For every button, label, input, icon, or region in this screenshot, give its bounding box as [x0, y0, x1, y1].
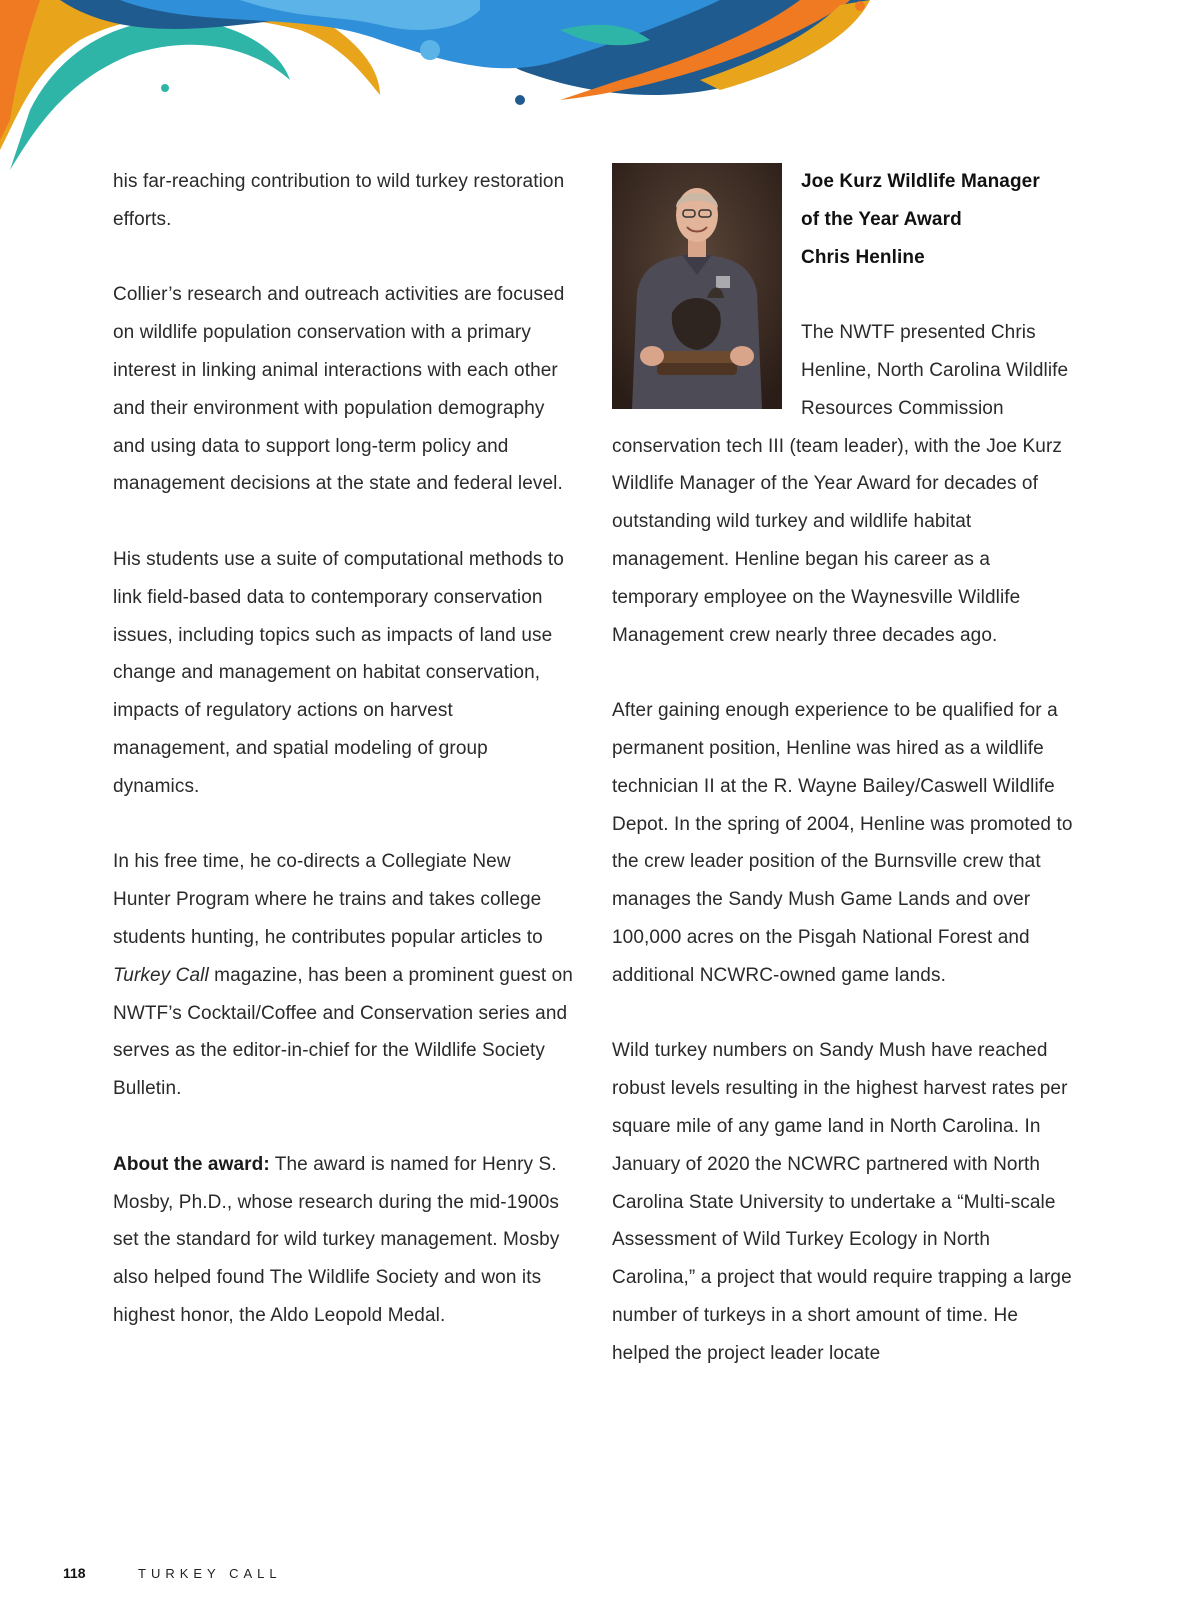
paragraph-text: In his free time, he co-directs a Collegiate New Hunter Program where he trains and takes college students hunting, he contributes popular articles to [113, 851, 543, 948]
paragraph: His students use a suite of computational methods to link field-based data to contemporary conservation issues, including topics such as impacts of land use change and management on habitat conservation, impacts of regulatory actions on harvest management, and spatial modeling of group dynamics. [113, 548, 564, 797]
decorative-paint-banner [0, 0, 1200, 180]
paragraph: After gaining enough experience to be qualified for a permanent position, Henline was hired as a wildlife technician II at the R. Wayne Bailey/Caswell Wildlife Depot. In the spring of 2004, Henline was promoted to the crew leader position of the Burnsville crew that manages the Sandy Mush Game Lands and over 100,000 acres on the Pisgah National Forest and additional NCWRC-owned game lands. [612, 700, 1073, 986]
right-column [612, 163, 1077, 1410]
award-title-line1: Joe Kurz Wildlife Manager [801, 171, 1040, 192]
paragraph: Collier’s research and outreach activities are focused on wildlife population conservation with a primary interest in linking animal interactions with each other and their environment with population demography and using data to support long-term policy and management decisions at the state and federal level. [113, 284, 565, 495]
paragraph: The NWTF presented Chris Henline, North Carolina Wildlife Resources Commission conservation tech III (team leader), with the Joe Kurz Wildlife Manager of the Year Award for decades of outstanding wild turkey and wildlife habitat management. Henline began his career as a temporary employee on the Waynesville Wildlife Management crew nearly three decades ago. [612, 322, 1069, 646]
magazine-name: TURKEY CALL [138, 1566, 282, 1581]
award-title-line2: of the Year Award [801, 208, 962, 230]
about-award-lead: About the award: [113, 1153, 270, 1175]
paragraph: Wild turkey numbers on Sandy Mush have reached robust levels resulting in the highest harvest rates per square mile of any game land in North Carolina. In January of 2020 the NCWRC partnered with North Carolina State University to undertake a “Multi-scale Assessment of Wild Turkey Ecology in North Carolina,” a project that would require trapping a large number of turkeys in a short amount of time. He helped the project leader locate [612, 1040, 1072, 1364]
paragraph-text: magazine, has been a prominent guest on NWTF’s Cocktail/Coffee and Conservation series and serves as the editor-in-chief for the Wildlife Society Bulletin. [113, 964, 573, 1100]
paragraph: his far-reaching contribution to wild turkey restoration efforts. [113, 171, 565, 230]
recipient-name: Chris Henline [801, 246, 925, 268]
paragraph [113, 843, 573, 1108]
magazine-title-italic: Turkey Call [113, 964, 209, 986]
left-column [113, 163, 573, 1373]
paragraph-text: The award is named for Henry S. Mosby, Ph.D., whose research during the mid-1900s set the standard for wild turkey management. Mosby also helped found The Wildlife Society and won its highest honor, the Aldo Leopold Medal. [113, 1153, 560, 1326]
page-number: 118 [63, 1565, 86, 1581]
recipient-photo [612, 163, 782, 409]
paragraph [113, 1146, 573, 1335]
